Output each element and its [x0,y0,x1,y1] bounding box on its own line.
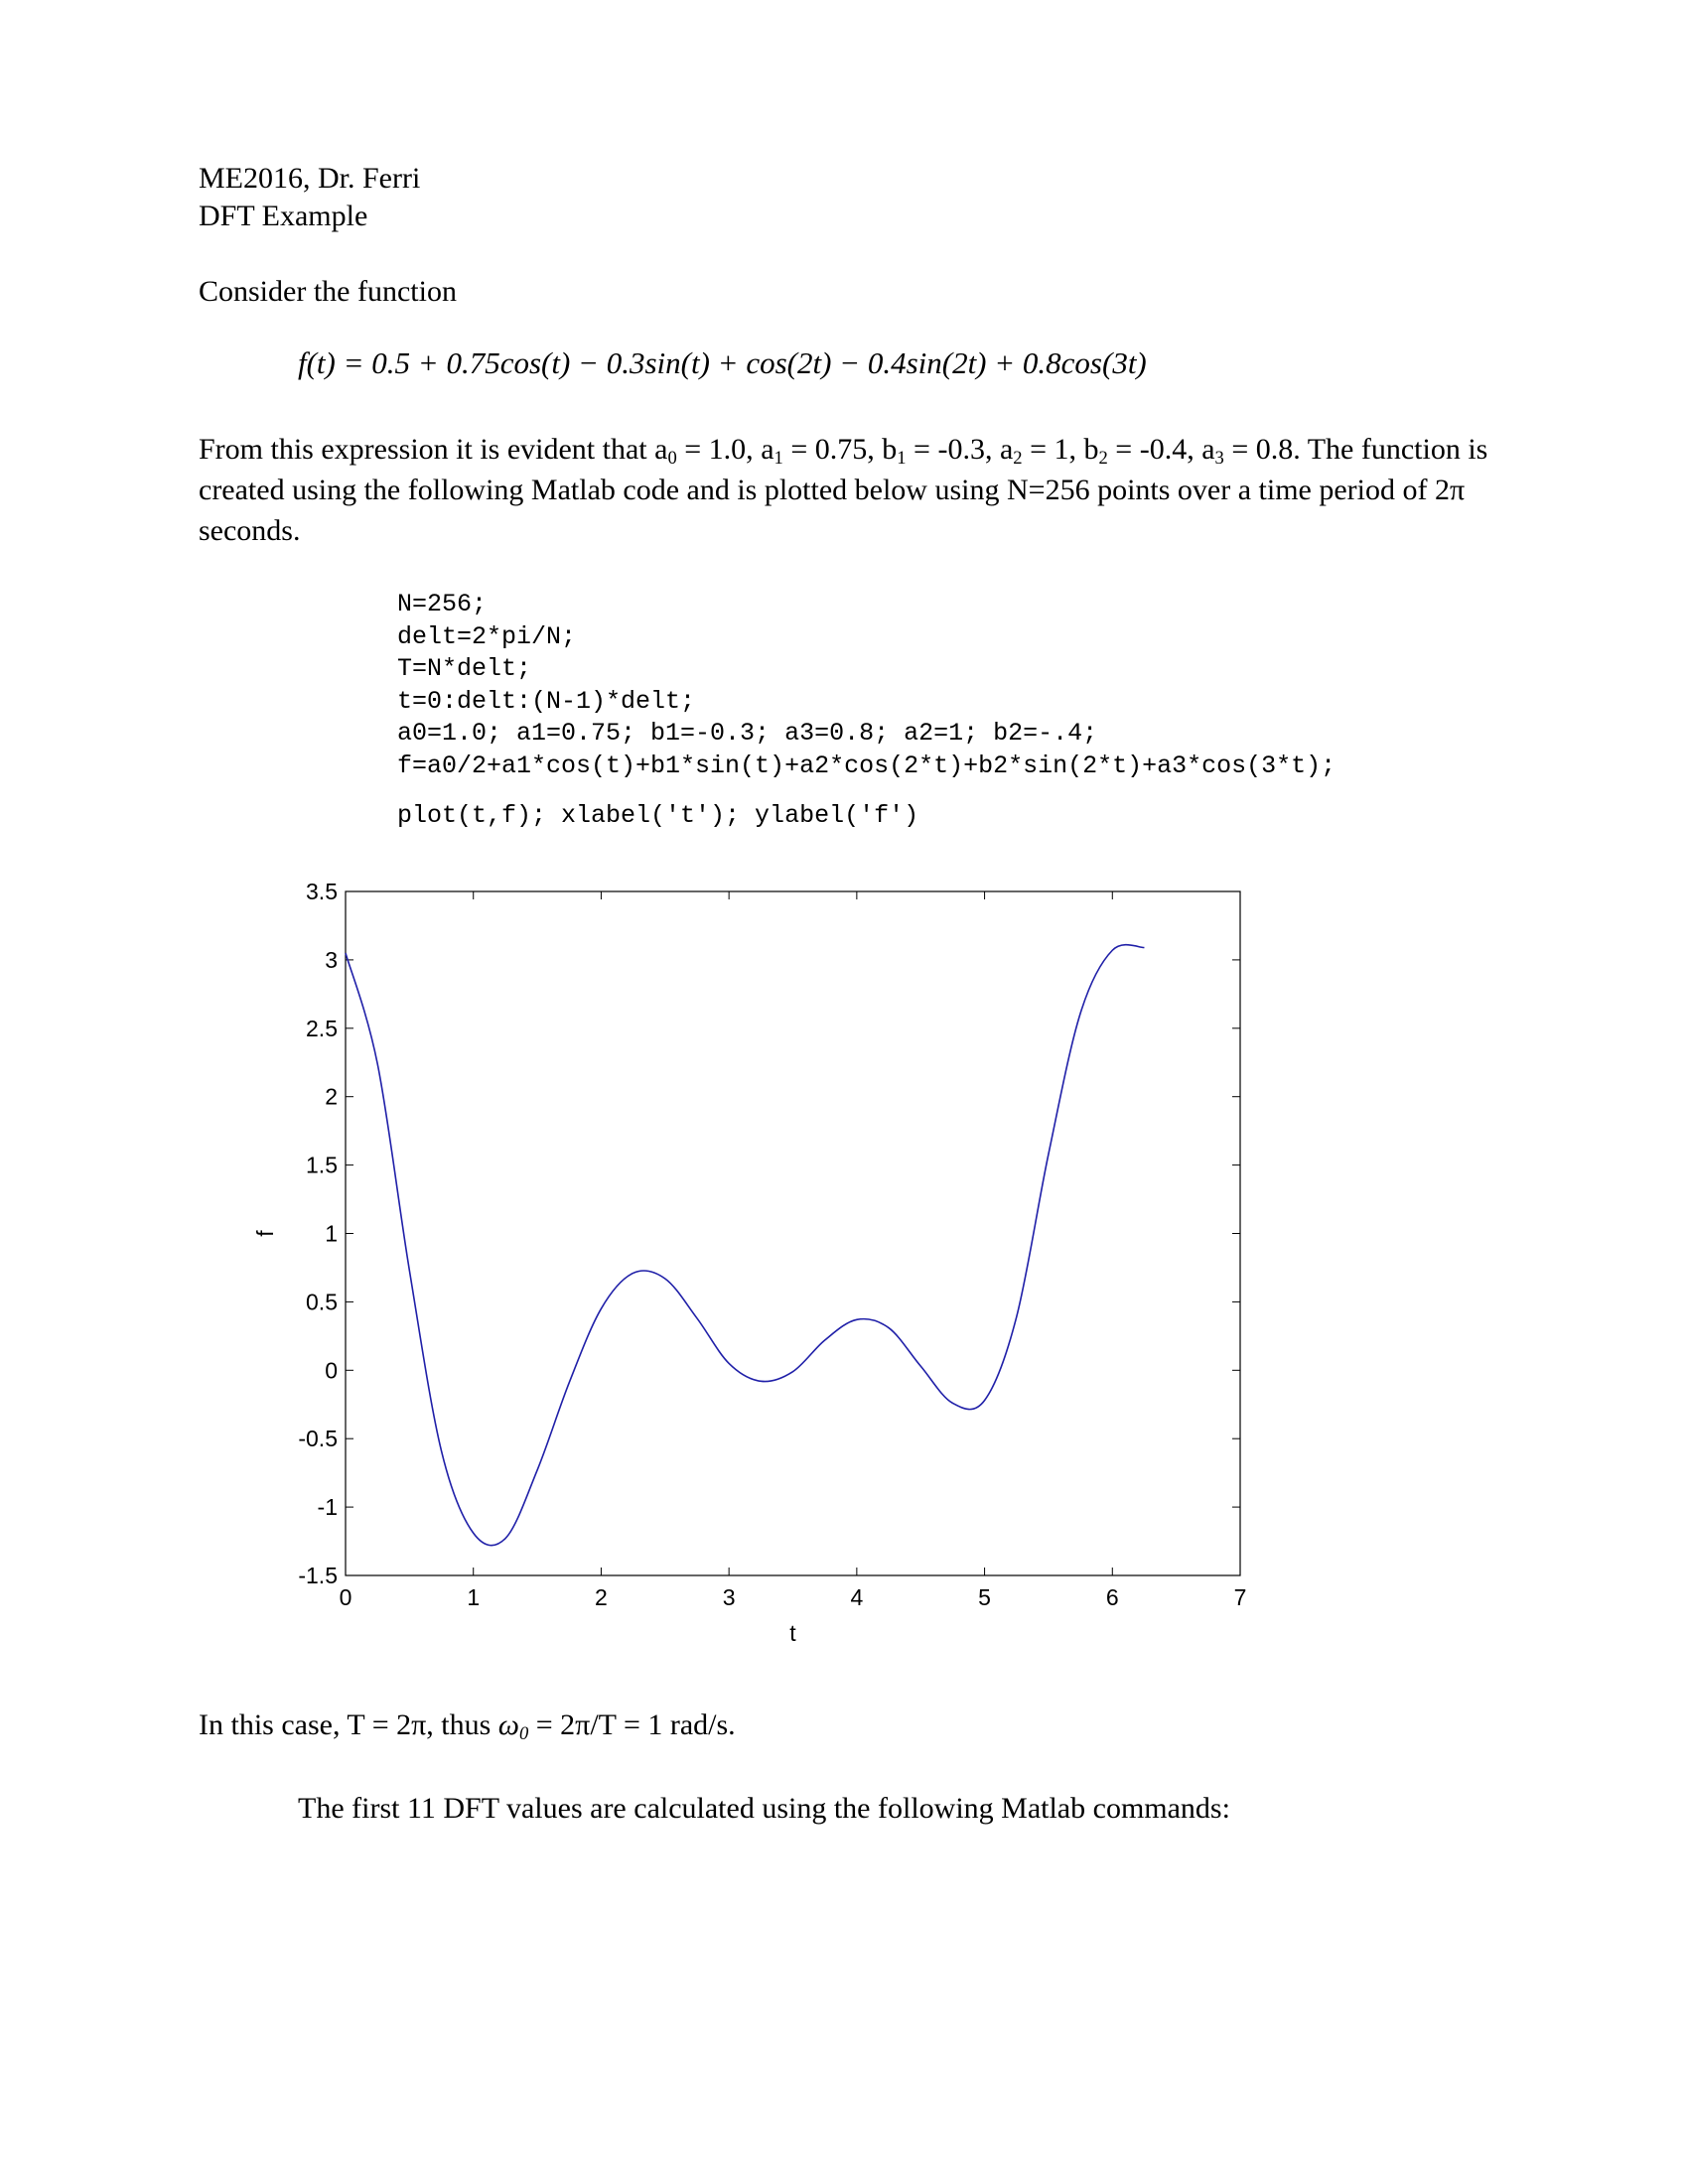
function-curve [346,945,1144,1546]
code-line: plot(t,f); xlabel('t'); ylabel('f') [397,801,919,830]
coefficient-list: $a_0 = 1.0$, $a_1 = 0.75$, $b_1 = -0.3$, $a_2 = 1$, $b_2 = -0.4$, $a_3 = 0.8$. [654,433,1308,470]
y-tick-label: 2.5 [306,1015,338,1041]
coefficient-a2: a [999,433,1014,466]
code-line: N=256; [397,590,488,618]
paragraph-rest: The function is created using the following Matlab code and is plotted below using N=256 points over a time period of 2π seconds. [199,433,1488,547]
y-tick-label: -0.5 [298,1426,338,1452]
x-tick-label: 4 [850,1584,864,1610]
coefficient-b1: b [882,433,898,466]
code-line: delt=2*pi/N; [397,621,577,651]
code-line: a0=1.0; a1=0.75; b1=-0.3; a3=0.8; a2=1; b2=-.4; [397,719,1098,748]
plot-frame [346,891,1240,1575]
y-axis-label: f [252,1230,278,1237]
y-tick-label: -1 [317,1494,338,1521]
x-tick-label: 3 [722,1584,736,1610]
omega-symbol: $\omega_0$ [497,1708,529,1745]
coefficient-a1: a [761,433,774,466]
y-tick-label: 0 [325,1357,338,1384]
intro-text: Consider the function [199,275,457,308]
code-line: t=0:delt:(N-1)*delt; [397,686,696,716]
document-title: DFT Example [199,200,368,232]
function-equation: f(t) = 0.5 + 0.75cos(t) − 0.3sin(t) + cos(2t) − 0.4sin(2t) + 0.8cos(3t) [298,345,1147,380]
x-tick-label: 2 [595,1584,608,1610]
period-statement [199,1706,736,1745]
x-tick-label: 7 [1233,1584,1247,1610]
x-tick-label: 5 [978,1584,991,1610]
y-tick-label: 2 [325,1083,338,1110]
y-tick-label: -1.5 [298,1563,338,1588]
y-tick-label: 1.5 [306,1152,338,1178]
coefficient-a0: a [654,433,668,466]
course-title: ME2016, Dr. Ferri [199,162,421,195]
paragraph-lead: From this expression it is evident that [199,433,647,466]
plot-axes [346,891,1240,1575]
x-tick-label: 6 [1105,1584,1119,1610]
dft-intro: The first 11 DFT values are calculated using the following Matlab commands: [298,1792,1230,1825]
coefficient-b2: b [1083,433,1099,466]
x-tick-label: 0 [339,1584,352,1610]
x-tick-label: 1 [467,1584,481,1610]
x-axis-label: t [789,1620,796,1646]
y-tick-label: 1 [325,1220,338,1247]
y-tick-label: 3 [325,946,338,973]
tick-labels [298,879,1246,1610]
period-lead: In this case, T = 2π, thus [199,1708,492,1741]
code-line: T=N*delt; [397,654,532,683]
coefficient-a3: a [1201,433,1215,466]
period-rest: = 2π/T = 1 rad/s. [528,1708,736,1741]
y-tick-label: 3.5 [306,879,338,904]
y-tick-label: 0.5 [306,1289,338,1315]
code-line: f=a0/2+a1*cos(t)+b1*sin(t)+a2*cos(2*t)+b2*sin(2*t)+a3*cos(3*t); [397,751,1336,780]
